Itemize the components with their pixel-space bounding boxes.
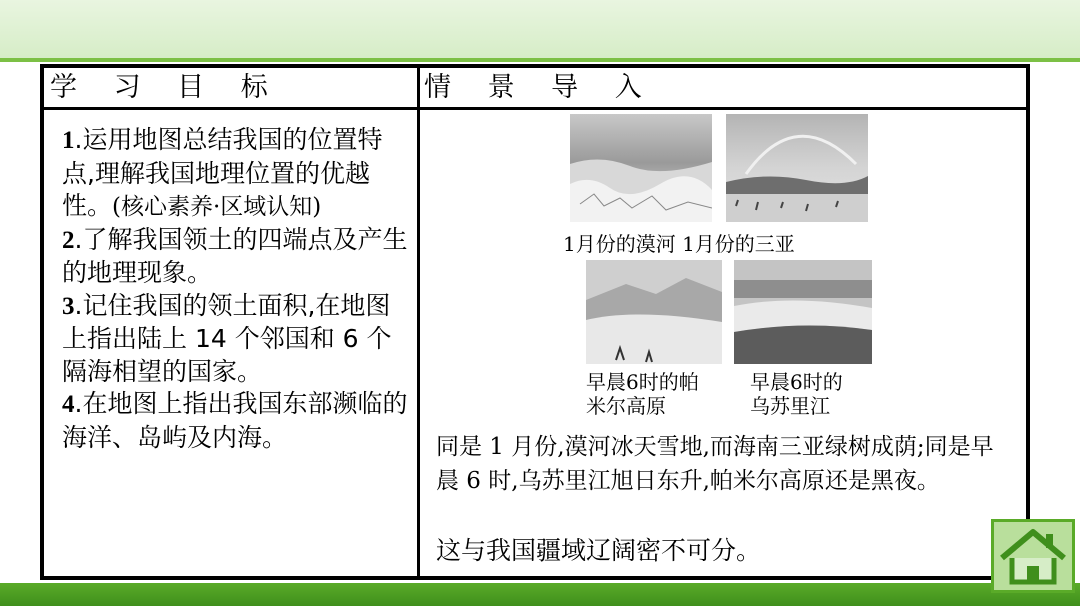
header-band	[0, 0, 1080, 58]
intro-cell	[420, 110, 1026, 576]
home-icon	[994, 522, 1072, 590]
photo-pamir	[586, 260, 722, 364]
intro-text: 同是 1 月份,漠河冰天雪地,而海南三亚绿树成荫;同是早晨 6 时,乌苏里江旭日东升,帕米尔高原还是黑夜。	[436, 434, 994, 494]
goal-note: (核心素养·区域认知)	[112, 194, 322, 220]
photo-mohe	[570, 114, 712, 222]
photo-sanya	[726, 114, 868, 222]
goal-number: 2	[62, 226, 75, 254]
goal-item-2	[62, 224, 411, 290]
home-button[interactable]	[991, 519, 1075, 593]
intro-heading: 情 景 导 入	[420, 68, 1026, 110]
goal-number: 4	[62, 391, 75, 418]
goal-item-3	[62, 290, 411, 389]
intro-conclusion: 这与我国疆域辽阔密不可分。	[436, 536, 762, 565]
goal-item-1	[62, 124, 411, 224]
goal-item-4	[62, 388, 411, 454]
caption-pamir: 早晨6时的帕 米尔高原	[586, 370, 699, 418]
caption-wusuli: 早晨6时的 乌苏里江	[750, 370, 843, 418]
footer-band	[0, 583, 1080, 606]
lesson-table	[40, 64, 1030, 580]
header-divider	[0, 58, 1080, 62]
goal-text: .记住我国的领土面积,在地图上指出陆上 14 个邻国和 6 个隔海相望的国家。	[62, 290, 392, 386]
goal-text: .了解我国领土的四端点及产生的地理现象。	[62, 224, 408, 287]
goal-number: 3	[62, 292, 75, 320]
goal-number: 1	[62, 127, 75, 154]
goals-cell	[44, 110, 420, 576]
goal-text: .运用地图总结我国的位置特点,理解我国地理位置的优越性。	[62, 125, 383, 220]
photo-wusuli	[734, 260, 872, 364]
goals-heading: 学 习 目 标	[44, 68, 420, 110]
caption-mohe-sanya: 1月份的漠河 1月份的三亚	[563, 232, 795, 256]
goal-text: .在地图上指出我国东部濒临的海洋、岛屿及内海。	[62, 389, 408, 452]
